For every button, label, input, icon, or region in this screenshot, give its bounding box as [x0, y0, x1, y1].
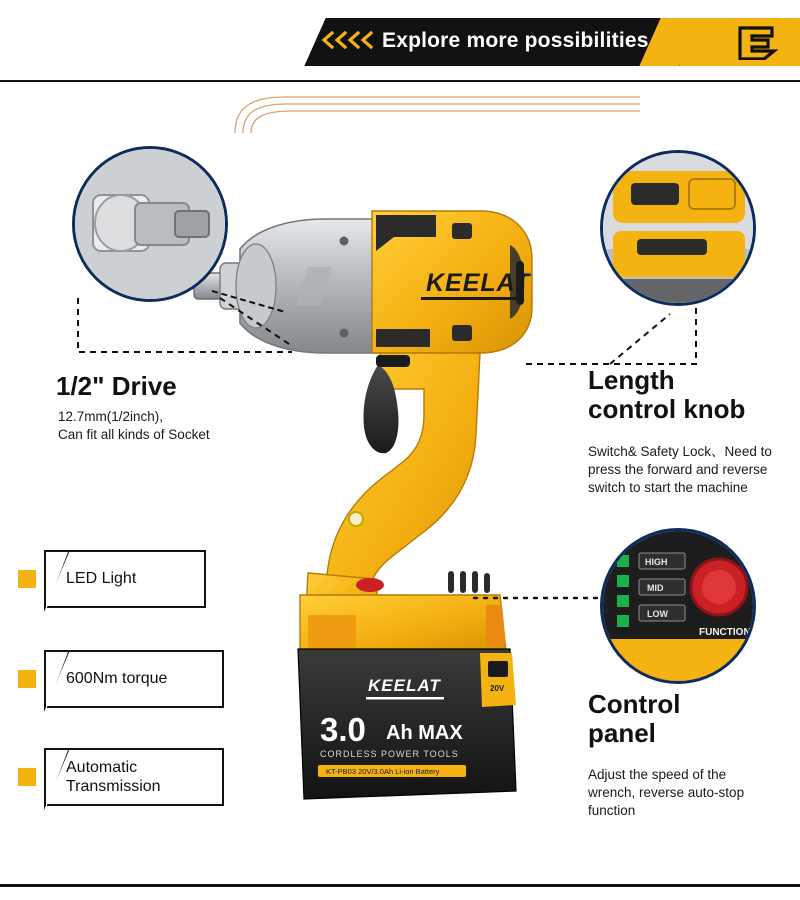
banner-headline: Explore more possibilities [382, 29, 649, 52]
feature-desc-panel [588, 766, 788, 821]
feature-desc-panel-line1: Adjust the speed of the [588, 767, 727, 782]
chevrons-left-icon [320, 30, 378, 50]
tag-label-torque: 600Nm torque [66, 670, 168, 688]
banner-white-block [0, 18, 290, 66]
decorative-arcs [225, 95, 645, 135]
tag-body [46, 650, 224, 708]
feature-desc-knob-line3: switch to start the machine [588, 480, 748, 496]
tag-marker-square [18, 570, 36, 588]
feature-title-panel-line1: Control [588, 689, 681, 719]
feature-title-knob [588, 366, 798, 424]
led-light [349, 512, 363, 526]
tag-label-transmission [66, 758, 161, 796]
feature-desc-drive-line2: Can fit all kinds of Socket [58, 427, 210, 443]
svg-text:FUNCTION: FUNCTION [699, 627, 751, 638]
feature-desc-knob-line1: Switch& Safety Lock、Need to [588, 444, 772, 459]
feature-desc-knob-line2: press the forward and reverse [588, 462, 768, 478]
feature-title-panel [588, 690, 778, 748]
feature-title-knob-line1: Length [588, 365, 675, 395]
chevron-group-icon [320, 30, 378, 50]
top-banner [0, 0, 800, 82]
tag-label-transmission-line1: Automatic [66, 758, 138, 776]
product-illustration [180, 175, 600, 815]
tag-automatic-transmission [18, 748, 224, 806]
feature-desc-panel-line2: wrench, reverse auto-stop [588, 785, 745, 801]
callout-panel-detail [600, 528, 756, 684]
svg-text:20V: 20V [490, 684, 505, 693]
feature-title-drive: 1/2" Drive [56, 371, 177, 401]
battery-pack [298, 649, 516, 799]
svg-text:KT-PB03 20V/3.0Ah Li-ion Batte: KT-PB03 20V/3.0Ah Li-ion Battery [326, 767, 440, 776]
tag-marker-square [18, 768, 36, 786]
leader-drive-group [70, 290, 300, 382]
battery-collar [300, 571, 506, 661]
feature-desc-drive-line1: 12.7mm(1/2inch), [58, 409, 164, 424]
svg-text:3.0: 3.0 [320, 711, 366, 748]
callout-drive-detail [72, 146, 228, 302]
callout-knob-detail [600, 150, 756, 306]
tag-body [46, 550, 206, 608]
bottom-divider [0, 884, 800, 887]
svg-text:MID: MID [647, 583, 664, 593]
svg-text:LOW: LOW [647, 609, 668, 619]
svg-text:KEELAT: KEELAT [426, 269, 531, 297]
feature-title-knob-line2: control knob [588, 394, 746, 425]
brand-plate-housing [421, 269, 532, 300]
motor-housing [372, 211, 532, 353]
tag-marker-square [18, 670, 36, 688]
svg-text:CORDLESS POWER TOOLS: CORDLESS POWER TOOLS [320, 749, 459, 759]
svg-text:HIGH: HIGH [645, 557, 668, 567]
tag-led-light [18, 550, 206, 608]
feature-desc-drive [58, 408, 288, 444]
tag-label-led: LED Light [66, 570, 137, 588]
svg-text:Ah MAX: Ah MAX [386, 722, 463, 744]
tag-label-transmission-line2: Transmission [66, 778, 161, 795]
leader-panel-group [470, 586, 610, 610]
brand-logo-icon [734, 26, 778, 60]
feature-desc-panel-line3: function [588, 803, 636, 819]
tag-body [46, 748, 224, 806]
svg-text:KEELAT: KEELAT [368, 676, 441, 695]
banner-divider [0, 80, 800, 82]
feature-desc-knob [588, 443, 796, 498]
feature-title-panel-line2: panel [588, 718, 656, 749]
tag-torque [18, 650, 224, 708]
